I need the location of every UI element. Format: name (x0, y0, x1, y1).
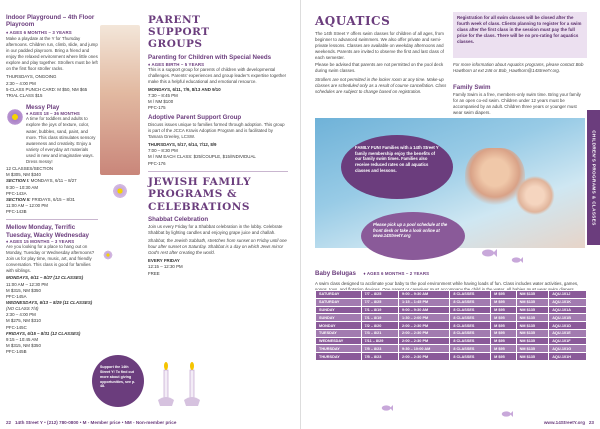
mellow-w-note: (NO CLASS 7/4) (6, 306, 39, 312)
table-cell: 8 CLASSES (450, 345, 491, 353)
baby-belugas-title: Baby Belugas (315, 270, 356, 277)
table-row (316, 291, 587, 299)
side-tab-label: CHILDREN'S PROGRAMS & CLASSES (591, 129, 596, 226)
mellow-w-price: M $275, NM $310 (6, 318, 41, 324)
indoor-pass: 5-CLASS PUNCH CARD: M $50, NM $65 (6, 86, 88, 92)
table-cell: 8 CLASSES (450, 314, 491, 322)
baby-belugas-section (315, 262, 587, 293)
mellow-m-price: M $315, NM $350 (6, 287, 41, 293)
table-cell: AQU-101H (549, 353, 587, 361)
special-needs-time: 7:30 – 8:45 PM (148, 93, 178, 99)
table-cell: SATURDAY (316, 298, 362, 306)
messy-s1-code: PFC-143A (6, 190, 27, 196)
left-footer-phone: • (212) 780-0800 (44, 420, 79, 425)
table-cell: SATURDAY (316, 291, 362, 299)
table-cell: M $95 (491, 291, 517, 299)
indoor-playground-title: Indoor Playground – 4th Floor Playroom (6, 14, 95, 29)
aquatics-column (315, 14, 447, 95)
mellow-f-code: PFC-145B (6, 349, 27, 355)
mellow-w-days: WEDNESDAYS, 6/13 – 8/29 (11 CLASSES) (6, 299, 93, 305)
table-cell: AQU-101E (549, 329, 587, 337)
mellow-description: Are you looking for a place to hang out on Monday, Tuesday or Wednesday afternoons? Join us for play time, music, art, and friendly conversation. This class is good for families with siblings. (6, 243, 95, 274)
family-swim-desc: Family Swim is a free, members-only swim time. Bring your family for an open co-ed swim. Children under 12 years must be accompanied by an adult. Children three years or younger must wear swim diapers. (453, 92, 581, 116)
family-swim-title: Family Swim (453, 84, 491, 91)
mellow-m-days: MONDAYS, 6/11 – 8/27 (12 CLASSES) (6, 275, 84, 281)
table-cell: 2:00 – 2:30 PM (398, 322, 449, 330)
special-needs-code: PFC-175 (148, 105, 166, 111)
left-footer (6, 420, 176, 425)
section-divider (6, 219, 98, 220)
table-cell: 7/1 – 8/19 (361, 306, 398, 314)
messy-s1-days: MONDAYS, 6/11 – 8/27 (30, 178, 77, 184)
table-cell: 8 CLASSES (450, 322, 491, 330)
table-cell: 7/7 – 8/25 (361, 291, 398, 299)
baby-belugas-schedule-table (315, 290, 587, 361)
fish-icon (501, 410, 513, 418)
messy-s1-label: SECTION I: (6, 178, 30, 184)
table-cell: 2:00 – 2:30 PM (398, 329, 449, 337)
table-cell: M $95 (491, 337, 517, 345)
indoor-when: THURSDAYS, ONGOING (6, 74, 57, 80)
indoor-description: Make a playdate at the Y for Thursday afternoons. Children run, climb, slide, and jump in our padded playroom. Bring a friend and enjoy the relaxed environment where little ones explore and play together. Strollers must be left on the first floor stroller racks. (6, 35, 98, 72)
table-cell: M $95 (491, 353, 517, 361)
shabbat-title: Shabbat Celebration (148, 216, 209, 224)
adoptive-code: PFC-176 (148, 160, 166, 166)
special-needs-price: M / NM $100 (148, 99, 174, 105)
support-bubble-text: Support the 14th Street Y! To find out more about giving opportunities, see p. 48. (100, 365, 136, 389)
table-cell: NM $135 (516, 314, 549, 322)
registration-notice: Registration for all swim classes will be closed after the fourth week of class. Clients planning to register for a swim class after the first class in the session must pay the full price for the class. There will be no pro-rating for aquatics classes. (457, 15, 582, 45)
support-bubble (92, 355, 144, 407)
baby-belugas-desc: A swim class designed to acclimate your baby to the pool environment while having loads of fun. Class includes water activities, games, (315, 281, 579, 286)
adoptive-title: Adoptive Parent Support Group (148, 114, 242, 122)
right-footer-url[interactable]: www.14StreetY.org (543, 420, 586, 425)
child-photo (100, 25, 140, 175)
table-cell: THURSDAY (316, 353, 362, 361)
pickup-bubble (361, 212, 465, 260)
messy-description: A time for toddlers and adults to explore the joys of texture, color, water, bubbles, sand, paint, and more. This class stimulates sensory awareness and creativity. Enjoy a variety of everyday art materials used in new and imaginative ways. Dress messy! (26, 116, 96, 164)
section-divider (148, 171, 288, 172)
table-cell: AQU-101K (549, 298, 587, 306)
table-row (316, 322, 587, 330)
table-cell: M $95 (491, 345, 517, 353)
special-needs-title: Parenting for Children with Special Needs (148, 54, 272, 62)
table-cell: AQU-101F (549, 337, 587, 345)
table-cell: 2:00 – 2:30 PM (398, 353, 449, 361)
table-row (316, 314, 587, 322)
family-fun-text: FAMILY FUN! Families with a 14th Street Y family membership enjoy the benefits of our family swim times. Families also receive reduced rates on all aquatics classes and lessons. (355, 145, 439, 173)
mellow-m-time: 11:00 AM – 12:30 PM (6, 281, 48, 287)
jewish-family-heading: JEWISH FAMILY PROGRAMS & CELEBRATIONS (148, 175, 252, 213)
table-cell: NM $135 (516, 353, 549, 361)
table-row (316, 337, 587, 345)
flower-decoration-icon (112, 183, 128, 199)
messy-s2-days: FRIDAYS, 6/15 – 8/31 (31, 196, 75, 202)
mellow-w-code: PFC-145C (6, 324, 27, 330)
table-cell: M $95 (491, 298, 517, 306)
table-cell: NM $135 (516, 298, 549, 306)
left-column-1 (6, 14, 98, 355)
table-cell: AQU-101A (549, 306, 587, 314)
left-page-number: 22 (6, 420, 12, 425)
shabbat-description: Join us every Friday for a Shabbat celebration in the lobby. Celebrate Shabbat by lighting candles and enjoying grape juice and challah. (148, 223, 283, 235)
messy-s1-time: 9:30 – 10:30 AM (6, 184, 38, 190)
left-footer-org: 14th Street Y (14, 420, 43, 425)
table-cell: AQU-101D (549, 322, 587, 330)
table-cell: AQU-101J (549, 291, 587, 299)
left-column-2 (148, 14, 288, 277)
table-cell: 7/1 – 8/19 (361, 314, 398, 322)
table-cell: 7/7 – 8/25 (361, 298, 398, 306)
adoptive-price: M / NM EACH CLASS: $25/COUPLE, $15/INDIVIDUAL (148, 154, 256, 160)
table-cell: MONDAY (316, 322, 362, 330)
swimmer-figure (465, 148, 525, 218)
table-cell: SUNDAY (316, 314, 362, 322)
mellow-f-price: M $315, NM $350 (6, 343, 41, 349)
family-fun-bubble (341, 135, 453, 199)
mellow-title: Mellow Monday, Terrific Tuesday, Wacky Wednesday (6, 224, 89, 239)
child-figure (515, 173, 555, 218)
table-cell: 9:30 – 10:00 AM (398, 345, 449, 353)
table-cell: 1:30 – 2:00 PM (398, 314, 449, 322)
adoptive-time: 7:00 – 8:30 PM (148, 148, 178, 154)
aquatics-info: For more information about Aquatics programs, please contact Bob Hawthorn at ext 246 or Bob_Hawthorn@14StreetY.org. (453, 62, 584, 74)
table-cell: 7/11 – 8/29 (361, 337, 398, 345)
fish-icon (481, 248, 497, 258)
table-cell: M $95 (491, 306, 517, 314)
table-cell: WEDNESDAY (316, 337, 362, 345)
table-row (316, 298, 587, 306)
messy-age: ♦ AGES 18 – 36 MONTHS (26, 111, 80, 117)
mellow-m-code: PFC-145A (6, 293, 27, 299)
table-cell: NM $135 (516, 291, 549, 299)
messy-play-title: Messy Play (26, 103, 60, 111)
special-needs-description: This is a support group for parents of children with developmental challenges. Parents' experiences and group leader's expertise together make this a helpful educational and emotional resource. (148, 66, 287, 84)
right-footer (544, 420, 594, 425)
indoor-trial: TRIAL CLASS $15 (6, 92, 43, 98)
shabbat-time: 12:15 – 12:30 PM (148, 264, 183, 270)
shabbat-days: EVERY FRIDAY (148, 258, 180, 264)
table-cell: 8 CLASSES (450, 291, 491, 299)
table-cell: M $95 (491, 322, 517, 330)
table-cell: NM $135 (516, 322, 549, 330)
table-cell: 7/3 – 8/21 (361, 329, 398, 337)
table-cell: 1:15 – 1:45 PM (398, 298, 449, 306)
table-row (316, 306, 587, 314)
messy-s2-code: PFC-143B (6, 209, 27, 215)
table-cell: 2:00 – 2:30 PM (398, 337, 449, 345)
aquatics-desc-1: The 14th Street Y offers swim classes for children of all ages, from beginner to advanced swimmers. We also offer private and semi-private lessons. Classes are available on weekday afternoons and weekends. Parents are invited to observe the first and last class of each semester. (315, 31, 444, 61)
table-cell: NM $135 (516, 345, 549, 353)
baby-belugas-age: ♦ AGES 6 MONTHS – 2 YEARS (363, 271, 430, 276)
table-cell: 7/5 – 8/23 (361, 353, 398, 361)
section-side-tab[interactable] (587, 110, 600, 245)
shabbat-price: FREE (148, 270, 160, 276)
pickup-text: Please pick up a pool schedule at the front desk or take a look online at www.14StreetY.org (373, 222, 448, 239)
mellow-f-time: 9:15 – 10:45 AM (6, 336, 38, 342)
table-cell: 8 CLASSES (450, 329, 491, 337)
table-cell: NM $135 (516, 329, 549, 337)
aquatics-heading: AQUATICS (315, 14, 391, 28)
parent-support-heading: PARENT SUPPORT GROUPS (148, 14, 210, 51)
mellow-w-time: 2:30 – 4:00 PM (6, 312, 36, 318)
table-cell: M $95 (491, 314, 517, 322)
candles-illustration (150, 360, 210, 410)
shabbat-italic: Shabbat, the Jewish Sabbath, stretches from sunset on Friday until one hour after sunset on Saturday. Shabbat is a day on which Jews mirror God's rest after creating the world. (148, 237, 287, 256)
table-cell: 8 CLASSES (450, 337, 491, 345)
table-row (316, 329, 587, 337)
adoptive-description: Discuss issues unique to families formed through adoption. This group is part of the JCCA Kravis Adoption Program and is facilitated by Tamara Greeley, LCSW. (148, 121, 285, 140)
table-cell: 8 CLASSES (450, 353, 491, 361)
adoptive-days: THURSDAYS, 5/17, 6/14, 7/12, 8/9 (148, 142, 217, 148)
mellow-age: ♦ AGES 15 MONTHS – 3 YEARS (6, 238, 75, 244)
table-cell: AQU-101G (549, 345, 587, 353)
mellow-f-days: FRIDAYS, 6/15 – 8/31 (12 CLASSES) (6, 330, 81, 336)
left-footer-member: • M - Member price (79, 420, 121, 425)
table-cell: NM $135 (516, 337, 549, 345)
indoor-time: 2:30 – 4:00 PM (6, 80, 36, 86)
table-cell: AQU-101B (549, 314, 587, 322)
messy-classes: 12 CLASSES/SECTION (6, 166, 54, 172)
messy-price: M $305, NM $340 (6, 172, 41, 178)
special-needs-days: MONDAYS, 6/11, 7/9, 8/13 AND 9/10 (148, 86, 221, 92)
messy-s2-label: SECTION II: (6, 196, 31, 202)
table-cell: 7/2 – 8/20 (361, 322, 398, 330)
table-cell: M $95 (491, 329, 517, 337)
messy-s2-time: 11:00 AM – 12:00 PM (6, 202, 48, 208)
right-page (300, 0, 600, 429)
registration-notice-box (453, 12, 587, 58)
flower-decoration-icon (6, 108, 24, 126)
table-cell: 8 CLASSES (450, 298, 491, 306)
table-cell: 8 CLASSES (450, 306, 491, 314)
table-row (316, 345, 587, 353)
table-cell: THURSDAY (316, 345, 362, 353)
table-cell: SUNDAY (316, 306, 362, 314)
table-cell: 9:00 – 9:30 AM (398, 306, 449, 314)
table-cell: 9:00 – 9:30 AM (398, 291, 449, 299)
aquatics-desc-2: Please be advised that parents are not permitted on the pool deck during swim classes. (315, 62, 444, 74)
flower-decoration-icon (103, 250, 113, 260)
indoor-age: ♦ AGES 6 MONTHS – 3 YEARS (6, 29, 72, 35)
fish-icon (381, 404, 393, 412)
table-cell: NM $135 (516, 306, 549, 314)
aquatics-desc-3: Strollers are not permitted in the locker room at any time. Make-up classes are scheduled only as a result of course cancellation. Class schedules are subject to change based on registration. (315, 76, 447, 94)
right-page-number: 23 (588, 420, 594, 425)
left-footer-nonmember: • NM - Non-member price (121, 420, 177, 425)
special-needs-age: ♦ AGES BIRTH – 5 YEARS (148, 61, 205, 67)
table-cell: 7/5 – 8/23 (361, 345, 398, 353)
table-cell: TUESDAY (316, 329, 362, 337)
table-row (316, 353, 587, 361)
